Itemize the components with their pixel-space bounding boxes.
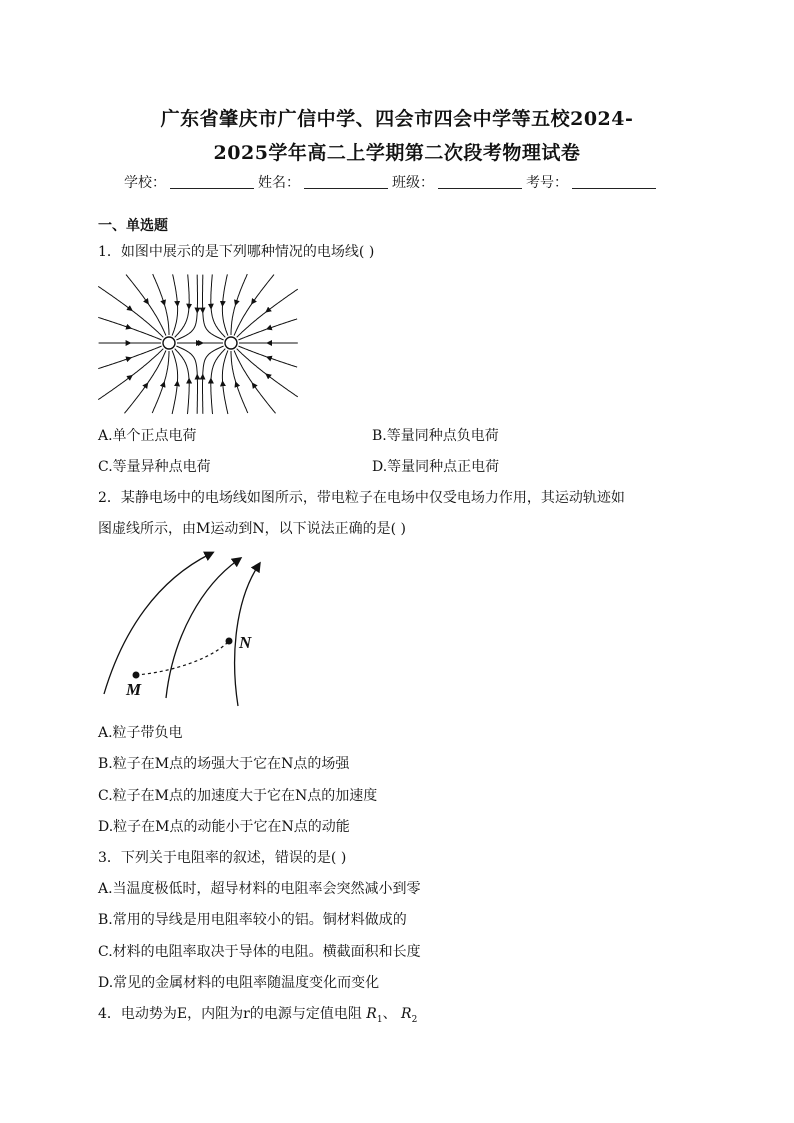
q4-stem bbox=[98, 1003, 417, 1025]
q2-option-a[interactable]: A.粒子带负电 bbox=[98, 725, 183, 741]
field-line bbox=[231, 274, 247, 335]
field-line bbox=[234, 350, 275, 413]
field-line bbox=[203, 346, 224, 414]
q1-option-c[interactable]: C.等量异种点电荷 bbox=[98, 459, 211, 475]
field-line bbox=[203, 275, 224, 340]
q1-option-a[interactable]: A.单个正点电荷 bbox=[98, 428, 197, 444]
field-arrow bbox=[268, 309, 270, 311]
field-line bbox=[222, 350, 228, 414]
school-label: 学校： bbox=[124, 175, 166, 191]
field-arrow bbox=[269, 328, 271, 329]
exam-number-blank[interactable] bbox=[572, 187, 656, 189]
class-label: 班级： bbox=[392, 175, 434, 191]
charge-left bbox=[163, 337, 175, 349]
field-line bbox=[176, 275, 197, 340]
q2-stem-line-1: 2．某静电场中的电场线如图所示，带电粒子在电场中仅受电场力作用，其运动轨迹如 bbox=[98, 490, 625, 506]
name-blank[interactable] bbox=[304, 187, 388, 189]
q1-option-b[interactable]: B.等量同种点负电荷 bbox=[372, 428, 499, 444]
field-arrow bbox=[253, 300, 254, 302]
exam-number-label: 考号： bbox=[526, 175, 568, 191]
q1-stem: 1．如图中展示的是下列哪种情况的电场线( ) bbox=[98, 244, 375, 260]
q4-stem-text: 4．电动势为E，内阻为r的电源与定值电阻 bbox=[98, 1006, 362, 1022]
title-line-1: 广东省肇庆市广信中学、四会市四会中学等五校2024- bbox=[160, 108, 634, 130]
field-arrow bbox=[127, 327, 129, 328]
field-arrow bbox=[236, 384, 237, 386]
field-arrow bbox=[163, 384, 164, 386]
r2-symbol: R bbox=[401, 1006, 412, 1022]
r-separator: 、 bbox=[382, 1006, 397, 1022]
field-line bbox=[176, 346, 197, 414]
field-line bbox=[98, 346, 161, 369]
field-line bbox=[175, 274, 190, 337]
field-arrow bbox=[268, 375, 270, 377]
section-title: 一、单选题 bbox=[98, 218, 168, 234]
field-line bbox=[175, 349, 190, 414]
field-line bbox=[126, 275, 166, 336]
field-line-2 bbox=[166, 560, 238, 698]
q2-trajectory-figure bbox=[98, 550, 278, 710]
r1-subscript: 1 bbox=[376, 1014, 383, 1025]
field-line bbox=[238, 319, 297, 340]
q3-option-a[interactable]: A.当温度极低时，超导材料的电阻率会突然减小到零 bbox=[98, 881, 421, 897]
class-blank[interactable] bbox=[438, 187, 522, 189]
q3-option-b[interactable]: B.常用的导线是用电阻率较小的铝。铜材料做成的 bbox=[98, 912, 407, 928]
q2-option-c[interactable]: C.粒子在M点的加速度大于它在N点的加速度 bbox=[98, 788, 378, 804]
label-n: N bbox=[239, 633, 252, 652]
field-line bbox=[152, 351, 169, 413]
field-arrow bbox=[163, 301, 164, 303]
field-line bbox=[125, 350, 166, 413]
field-line bbox=[211, 349, 226, 414]
field-line bbox=[231, 351, 248, 413]
field-line bbox=[153, 274, 169, 335]
student-info-row bbox=[124, 172, 660, 192]
q3-option-d[interactable]: D.常见的金属材料的电阻率随温度变化而变化 bbox=[98, 975, 380, 991]
point-m bbox=[133, 672, 140, 679]
label-m: M bbox=[126, 680, 142, 699]
field-arrow bbox=[129, 377, 131, 378]
field-arrow bbox=[236, 301, 237, 303]
r2-subscript: 2 bbox=[411, 1014, 418, 1025]
charge-right bbox=[225, 337, 237, 349]
name-label: 姓名： bbox=[258, 175, 300, 191]
q3-option-c[interactable]: C.材料的电阻率取决于导体的电阻。横截面积和长度 bbox=[98, 944, 421, 960]
school-blank[interactable] bbox=[170, 187, 254, 189]
field-arrow bbox=[146, 300, 147, 302]
field-line bbox=[98, 317, 161, 340]
field-line bbox=[234, 275, 274, 336]
q2-option-d[interactable]: D.粒子在M点的动能小于它在N点的动能 bbox=[98, 819, 350, 835]
r1-symbol: R bbox=[366, 1006, 377, 1022]
field-line bbox=[172, 350, 178, 414]
q3-stem: 3．下列关于电阻率的叙述，错误的是( ) bbox=[98, 850, 347, 866]
field-arrow bbox=[127, 358, 129, 359]
point-n bbox=[226, 638, 233, 645]
field-arrow bbox=[129, 308, 131, 309]
q1-option-d[interactable]: D.等量同种点正电荷 bbox=[372, 459, 500, 475]
field-line bbox=[222, 274, 228, 335]
field-line bbox=[172, 274, 178, 335]
q2-option-b[interactable]: B.粒子在M点的场强大于它在N点的场强 bbox=[98, 756, 350, 772]
field-line bbox=[211, 274, 226, 337]
field-arrow bbox=[254, 385, 255, 387]
field-arrow bbox=[269, 358, 271, 359]
title-line-2: 2025学年高二上学期第二次段考物理试卷 bbox=[213, 142, 581, 164]
q2-stem-line-2: 图虚线所示，由M运动到N，以下说法正确的是( ) bbox=[98, 521, 406, 537]
field-arrow bbox=[145, 385, 146, 387]
trajectory-dashed bbox=[136, 641, 229, 675]
field-line-1 bbox=[104, 554, 210, 694]
field-line bbox=[238, 346, 297, 367]
q1-field-lines-figure bbox=[96, 272, 300, 416]
